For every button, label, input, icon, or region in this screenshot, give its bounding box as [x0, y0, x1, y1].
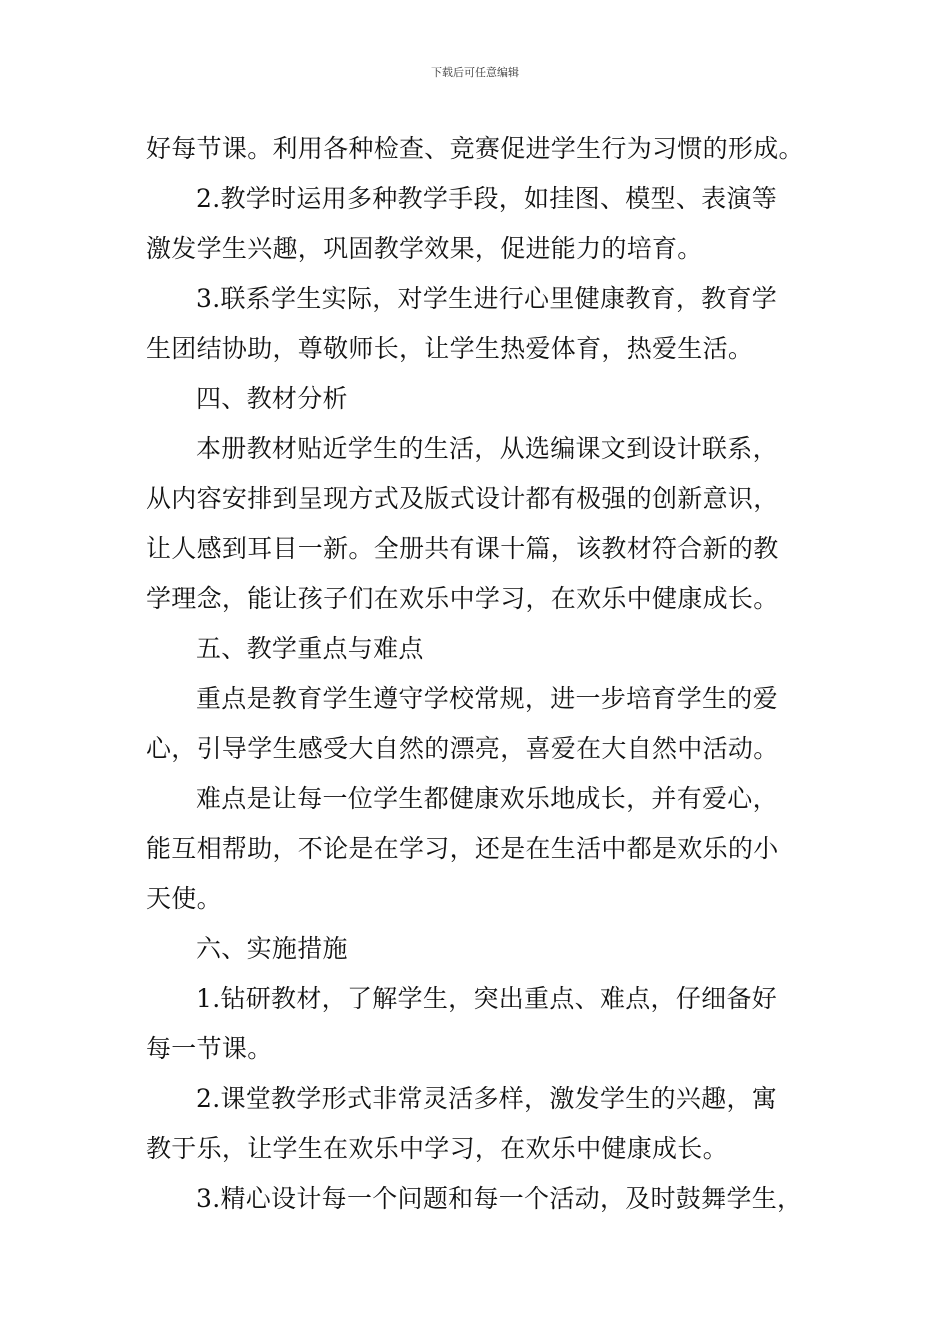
section-heading: 六、实施措施	[196, 934, 348, 963]
text-line: 学理念，能让孩子们在欢乐中学习，在欢乐中健康成长。	[146, 584, 779, 613]
text-line: 1.钻研教材，了解学生，突出重点、难点，仔细备好	[196, 984, 778, 1013]
text-line: 能互相帮助，不论是在学习，还是在生活中都是欢乐的小	[146, 834, 779, 863]
text-line: 重点是教育学生遵守学校常规，进一步培育学生的爱	[196, 684, 778, 713]
page-header: 下载后可任意编辑	[431, 66, 519, 79]
text-line: 2.课堂教学形式非常灵活多样，激发学生的兴趣，寓	[196, 1084, 778, 1113]
text-line: 难点是让每一位学生都健康欢乐地成长，并有爱心，	[196, 784, 778, 813]
section-heading: 五、教学重点与难点	[196, 634, 424, 663]
text-line: 让人感到耳目一新。全册共有课十篇，该教材符合新的教	[146, 534, 779, 563]
text-line: 天使。	[146, 884, 222, 913]
document-body	[146, 124, 810, 1224]
text-line: 教于乐，让学生在欢乐中学习，在欢乐中健康成长。	[146, 1134, 728, 1163]
text-line: 2.教学时运用多种教学手段，如挂图、模型、表演等	[196, 184, 778, 213]
text-line: 3.精心设计每一个问题和每一个活动，及时鼓舞学生，	[196, 1184, 803, 1213]
section-heading: 四、教材分析	[196, 384, 348, 413]
text-line: 好每节课。利用各种检查、竞赛促进学生行为习惯的形成。	[146, 134, 804, 163]
text-line: 心，引导学生感受大自然的漂亮，喜爱在大自然中活动。	[146, 734, 779, 763]
text-line: 激发学生兴趣，巩固教学效果，促进能力的培育。	[146, 234, 703, 263]
text-line: 生团结协助，尊敬师长，让学生热爱体育，热爱生活。	[146, 334, 754, 363]
text-line: 3.联系学生实际，对学生进行心里健康教育，教育学	[196, 284, 778, 313]
text-line: 本册教材贴近学生的生活，从选编课文到设计联系，	[196, 434, 778, 463]
text-line: 每一节课。	[146, 1034, 273, 1063]
text-line: 从内容安排到呈现方式及版式设计都有极强的创新意识，	[146, 484, 779, 513]
